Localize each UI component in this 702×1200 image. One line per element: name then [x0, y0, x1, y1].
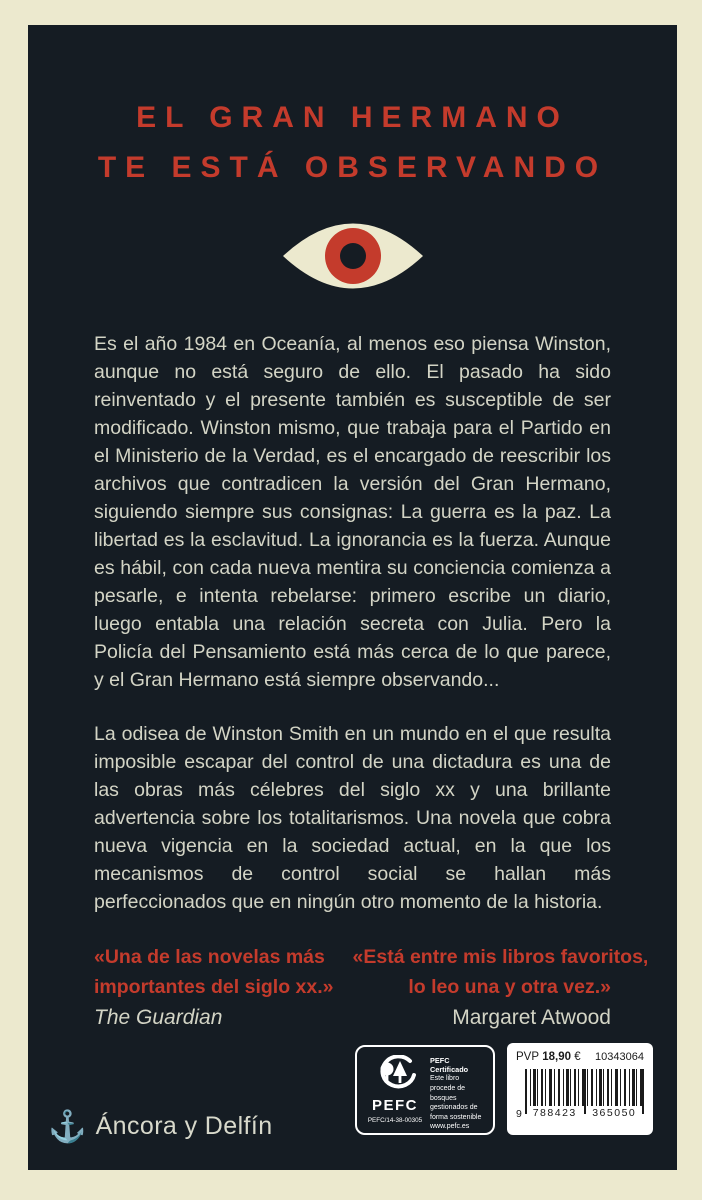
- barcode-guard-middle: [584, 1069, 586, 1114]
- price-value: 18,90: [542, 1051, 571, 1063]
- pefc-logo-block: [366, 1055, 424, 1127]
- barcode-area: [525, 1069, 644, 1121]
- quote-guardian-line2: importantes del siglo xx.»: [94, 976, 334, 998]
- barcode-top-row: [516, 1051, 644, 1063]
- quote-guardian: [94, 942, 337, 1030]
- pefc-certification-label: [355, 1045, 495, 1135]
- cover-slogan-line2: TE ESTÁ OBSERVANDO: [97, 151, 608, 184]
- quote-atwood: [352, 942, 649, 1030]
- eye-icon-container: [28, 217, 677, 300]
- cover-slogan-line1: EL GRAN HERMANO: [136, 101, 569, 134]
- pefc-license-number: PEFC/14-38-00305: [367, 1117, 423, 1124]
- ean-first-digit: 9: [516, 1108, 522, 1120]
- anchor-dolphin-icon: ⚓: [48, 1109, 87, 1144]
- quote-guardian-line1: «Una de las novelas más: [94, 946, 325, 968]
- pefc-text-block: [430, 1055, 486, 1130]
- publisher-imprint: [48, 1111, 273, 1142]
- quote-guardian-source: The Guardian: [94, 1006, 223, 1029]
- synopsis-paragraph-1: Es el año 1984 en Oceanía, al menos eso piensa Winston, aunque no está seguro de ello. El pasado ha sido reinventado y el presente también es susceptible de ser modificado. Winston mismo, que trabaja para el Partido en el Ministerio de la Verdad, es el encargado de reescribir los archivos que contradicen la versión del Gran Hermano, siguiendo siempre sus consignas: La guerra es la paz. La libertad es la esclavitud. La ignorancia es la fuerza. Aunque es hábil, con cada nueva mentira su conciencia comienza a pesarle, e intenta rebelarse: primero escribe un diario, luego entabla una relación secreta con Julia. Pero la Policía del Pensamiento está más cerca de lo que parece, y el Gran Hermano está siempre observando...: [94, 333, 611, 691]
- reference-number: 10343064: [595, 1051, 644, 1063]
- barcode-body: [516, 1069, 644, 1121]
- barcode-price-label: [507, 1043, 653, 1135]
- press-quotes: [94, 942, 649, 1030]
- barcode-guard-left: [525, 1069, 527, 1114]
- pefc-description: Este libro procede de bosques gestionados de forma sostenible: [430, 1075, 482, 1122]
- synopsis: [94, 330, 611, 916]
- book-back-cover: [28, 25, 677, 1170]
- price-currency: €: [574, 1051, 581, 1063]
- barcode-guard-right: [642, 1069, 644, 1114]
- price: [516, 1051, 581, 1063]
- pefc-acronym: PEFC: [371, 1097, 418, 1114]
- ean-right-group: 365050: [592, 1107, 637, 1119]
- pefc-trees-icon: [372, 1055, 418, 1096]
- pefc-certified-label: PEFC Certificado: [430, 1056, 469, 1074]
- big-brother-eye-icon: [280, 217, 426, 300]
- price-label: PVP: [516, 1051, 540, 1063]
- quote-atwood-line2: lo leo una y otra vez.»: [408, 976, 611, 998]
- cover-slogan: [28, 93, 677, 193]
- quote-atwood-line1: «Está entre mis libros favoritos,: [352, 946, 649, 968]
- pefc-website: www.pefc.es: [430, 1122, 470, 1130]
- ean-left-group: 788423: [532, 1107, 577, 1119]
- quote-atwood-source: Margaret Atwood: [452, 1006, 611, 1029]
- synopsis-paragraph-2: La odisea de Winston Smith en un mundo en el que resulta imposible escapar del control de una dictadura es una de las obras más célebres del siglo xx y una brillante advertencia sobre los totalitarismos. Una novela que cobra nueva vigencia en la sociedad actual, en la que los mecanismos de control social se hallan más perfeccionados que en ningún otro momento de la historia.: [94, 723, 611, 913]
- publisher-name: Áncora y Delfín: [95, 1112, 273, 1140]
